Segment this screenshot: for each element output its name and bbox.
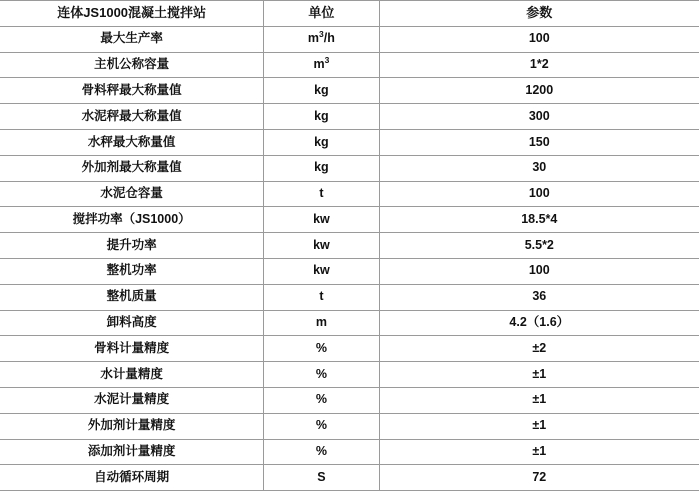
table-row: [0, 129, 699, 155]
row-value-cell: 150: [379, 129, 699, 155]
table-row: [0, 362, 699, 388]
row-name-cell: 整机质量: [0, 284, 264, 310]
row-unit-cell: kw: [264, 258, 379, 284]
table-row: [0, 78, 699, 104]
row-unit-cell: %: [264, 413, 379, 439]
row-name-cell: 骨料计量精度: [0, 336, 264, 362]
table-header-row: [0, 1, 699, 27]
row-unit-cell: S: [264, 465, 379, 491]
row-name-cell: 水泥仓容量: [0, 181, 264, 207]
row-name-cell: 外加剂最大称量值: [0, 155, 264, 181]
row-value-cell: 100: [379, 26, 699, 52]
row-value-cell: 1*2: [379, 52, 699, 78]
row-value-cell: 36: [379, 284, 699, 310]
row-name-cell: 主机公称容量: [0, 52, 264, 78]
row-name-cell: 卸料高度: [0, 310, 264, 336]
row-unit-cell: %: [264, 439, 379, 465]
table-row: [0, 155, 699, 181]
row-name-cell: 最大生产率: [0, 26, 264, 52]
row-name-cell: 骨料秤最大称量值: [0, 78, 264, 104]
row-unit-cell: kg: [264, 129, 379, 155]
row-name-cell: 提升功率: [0, 233, 264, 259]
row-unit-cell: kg: [264, 155, 379, 181]
row-value-cell: 4.2（1.6）: [379, 310, 699, 336]
table-body: [0, 1, 699, 491]
table-row: [0, 233, 699, 259]
table-row: [0, 439, 699, 465]
row-value-cell: 72: [379, 465, 699, 491]
row-name-cell: 水计量精度: [0, 362, 264, 388]
row-name-cell: 整机功率: [0, 258, 264, 284]
row-value-cell: ±1: [379, 387, 699, 413]
table-row: [0, 181, 699, 207]
table-row: [0, 413, 699, 439]
row-unit-cell: t: [264, 284, 379, 310]
row-name-cell: 搅拌功率（JS1000）: [0, 207, 264, 233]
table-row: [0, 258, 699, 284]
row-unit-cell: kw: [264, 207, 379, 233]
row-value-cell: 100: [379, 258, 699, 284]
row-unit-cell: %: [264, 336, 379, 362]
row-value-cell: ±1: [379, 413, 699, 439]
table-row: [0, 336, 699, 362]
row-name-cell: 外加剂计量精度: [0, 413, 264, 439]
row-value-cell: ±1: [379, 439, 699, 465]
row-name-cell: 水秤最大称量值: [0, 129, 264, 155]
header-cell-name: 连体JS1000混凝土搅拌站: [0, 1, 264, 27]
row-value-cell: 1200: [379, 78, 699, 104]
table-row: [0, 26, 699, 52]
row-value-cell: 300: [379, 104, 699, 130]
row-unit-cell: kg: [264, 78, 379, 104]
row-value-cell: ±2: [379, 336, 699, 362]
row-name-cell: 自动循环周期: [0, 465, 264, 491]
row-unit-cell: %: [264, 387, 379, 413]
row-unit-cell: $m^3$: [264, 52, 379, 78]
table-row: [0, 465, 699, 491]
row-unit-cell: kg: [264, 104, 379, 130]
row-name-cell: 添加剂计量精度: [0, 439, 264, 465]
row-unit-cell: $m^3/h$: [264, 26, 379, 52]
row-unit-cell: m: [264, 310, 379, 336]
row-name-cell: 水泥计量精度: [0, 387, 264, 413]
table-row: [0, 310, 699, 336]
row-value-cell: 5.5*2: [379, 233, 699, 259]
table-row: [0, 207, 699, 233]
row-value-cell: 30: [379, 155, 699, 181]
row-unit-cell: kw: [264, 233, 379, 259]
row-name-cell: 水泥秤最大称量值: [0, 104, 264, 130]
header-cell-value: 参数: [379, 1, 699, 27]
table-row: [0, 284, 699, 310]
table-row: [0, 52, 699, 78]
table-row: [0, 387, 699, 413]
row-value-cell: 18.5*4: [379, 207, 699, 233]
row-value-cell: 100: [379, 181, 699, 207]
header-cell-unit: 单位: [264, 1, 379, 27]
table-row: [0, 104, 699, 130]
row-unit-cell: t: [264, 181, 379, 207]
row-unit-cell: %: [264, 362, 379, 388]
row-value-cell: ±1: [379, 362, 699, 388]
